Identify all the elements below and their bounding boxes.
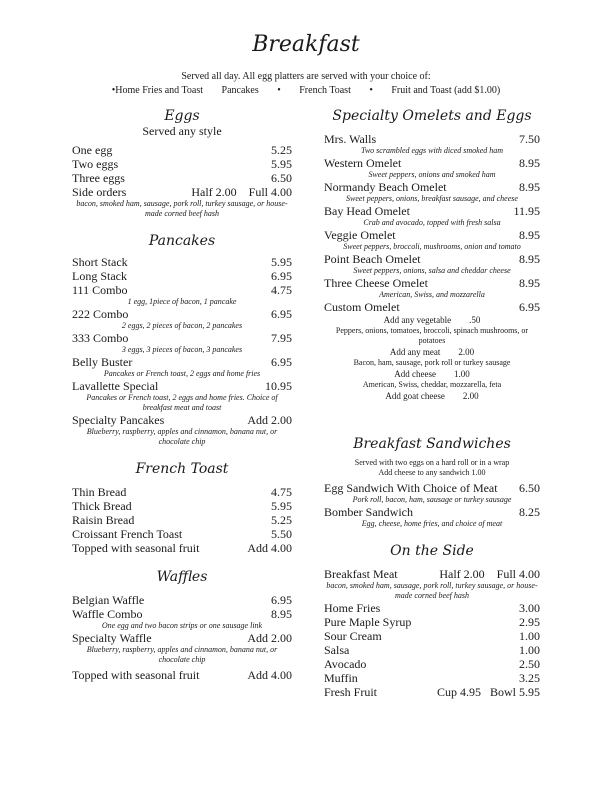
addon-row: Add cheese 1.00: [394, 369, 470, 379]
option: •: [369, 85, 373, 96]
left-column: [72, 108, 292, 682]
menu-item: Fresh Fruit Cup 4.95 Bowl 5.95: [324, 685, 540, 699]
item-desc: Pork roll, bacon, ham, sausage or turkey sausage: [352, 495, 512, 504]
menu-item: Bay Head Omelet 11.95: [324, 204, 540, 218]
menu-item: Croissant French Toast 5.50: [72, 527, 292, 541]
item-desc: Sweet peppers, broccoli, mushrooms, onion and tomato: [343, 242, 521, 251]
intro-line: Served all day. All egg platters are served with your choice of:: [181, 71, 431, 82]
menu-item: Mrs. Walls 7.50: [324, 132, 540, 146]
item-desc: bacon, smoked ham, sausage, pork roll, turkey sausage, or house-made corned beef hash: [76, 199, 288, 218]
menu-item: Western Omelet 8.95: [324, 156, 540, 170]
menu-item: Thick Bread 5.95: [72, 499, 292, 513]
menu-item: Sour Cream 1.00: [324, 629, 540, 643]
option: •: [277, 85, 281, 96]
menu-item: Three Cheese Omelet 8.95: [324, 276, 540, 290]
menu-item: Three eggs 6.50: [72, 171, 292, 185]
addon-row: Add any meat 2.00: [389, 347, 475, 357]
item-desc: bacon, smoked ham, sausage, pork roll, turkey sausage, or house-made corned beef hash: [326, 581, 538, 600]
menu-item: Topped with seasonal fruit Add 4.00: [72, 668, 292, 682]
intro: [0, 70, 612, 98]
item-desc: Pancakes or French toast, 2 eggs and home fries. Choice of breakfast meat and toast: [86, 393, 278, 412]
option: Fruit and Toast (add $1.00): [391, 85, 501, 96]
section-title-eggs: Eggs: [164, 108, 200, 124]
menu-item: Belgian Waffle 6.95: [72, 593, 292, 607]
menu-item: Specialty Waffle Add 2.00: [72, 631, 292, 645]
menu-item: Veggie Omelet 8.95: [324, 228, 540, 242]
option: •Home Fries and Toast: [111, 85, 204, 96]
menu-item: Point Beach Omelet 8.95: [324, 252, 540, 266]
menu-item: 111 Combo 4.75: [72, 283, 292, 297]
menu-item: Lavallette Special 10.95: [72, 379, 292, 393]
menu-item: Raisin Bread 5.25: [72, 513, 292, 527]
addon-row: Add goat cheese 2.00: [385, 391, 479, 401]
addon-row: Add any vegetable .50: [383, 315, 481, 325]
item-desc: Pancakes or French toast, 2 eggs and home fries: [103, 369, 261, 378]
menu-item: Belly Buster 6.95: [72, 355, 292, 369]
item-desc: One egg and two bacon strips or one sausage link: [101, 621, 263, 630]
menu-item: Home Fries 3.00: [324, 601, 540, 615]
menu-item: Pure Maple Syrup 2.95: [324, 615, 540, 629]
right-column: [324, 108, 540, 699]
section-title-omelets: Specialty Omelets and Eggs: [332, 108, 532, 124]
item-desc: 1 egg, 1piece of bacon, 1 pancake: [127, 297, 237, 306]
sandwich-intro-2: Add cheese to any sandwich 1.00: [378, 468, 486, 477]
menu-item: Topped with seasonal fruit Add 4.00: [72, 541, 292, 555]
item-desc: Blueberry, raspberry, apples and cinnamon, banana nut, or chocolate chip: [86, 427, 278, 446]
item-desc: 2 eggs, 2 pieces of bacon, 2 pancakes: [121, 321, 243, 330]
menu-item: Short Stack 5.95: [72, 255, 292, 269]
menu-item: One egg 5.25: [72, 143, 292, 157]
section-title-sandwiches: Breakfast Sandwiches: [353, 436, 511, 452]
menu-item: Bomber Sandwich 8.25: [324, 505, 540, 519]
menu-item: Side orders Half 2.00 Full 4.00: [72, 185, 292, 199]
menu-item: 333 Combo 7.95: [72, 331, 292, 345]
item-desc: Sweet peppers, onions, salsa and cheddar cheese: [353, 266, 511, 275]
section-title-side: On the Side: [390, 543, 474, 559]
menu-item: Breakfast Meat Half 2.00 Full 4.00: [324, 567, 540, 581]
addon-desc: Peppers, onions, tomatoes, broccoli, spinach mushrooms, or potatoes: [335, 326, 529, 345]
section-title-french-toast: French Toast: [135, 461, 229, 477]
page-title: Breakfast: [252, 32, 360, 57]
addon-desc: Bacon, ham, sausage, pork roll or turkey sausage: [353, 358, 511, 367]
menu-item: Specialty Pancakes Add 2.00: [72, 413, 292, 427]
menu-item: Long Stack 6.95: [72, 269, 292, 283]
item-desc: Two scrambled eggs with diced smoked ham: [360, 146, 504, 155]
menu-item: Waffle Combo 8.95: [72, 607, 292, 621]
menu-item: Normandy Beach Omelet 8.95: [324, 180, 540, 194]
sandwich-intro: Served with two eggs on a hard roll or in a wrap: [354, 458, 510, 467]
item-desc: 3 eggs, 3 pieces of bacon, 3 pancakes: [121, 345, 243, 354]
menu-item: Two eggs 5.95: [72, 157, 292, 171]
item-desc: Egg, cheese, home fries, and choice of meat: [361, 519, 503, 528]
item-desc: Crab and avocado, topped with fresh salsa: [363, 218, 501, 227]
menu-item: Muffin 3.25: [324, 671, 540, 685]
side-options: [0, 84, 612, 98]
menu-item: Avocado 2.50: [324, 657, 540, 671]
menu-item: 222 Combo 6.95: [72, 307, 292, 321]
option: Pancakes: [221, 85, 259, 96]
item-desc: Blueberry, raspberry, apples and cinnamon, banana nut, or chocolate chip: [86, 645, 278, 664]
menu-item: Thin Bread 4.75: [72, 485, 292, 499]
item-desc: Sweet peppers, onions, breakfast sausage, and cheese: [346, 194, 518, 203]
addon-desc: American, Swiss, cheddar, mozzarella, feta: [362, 380, 502, 389]
item-desc: Sweet peppers, onions and smoked ham: [368, 170, 496, 179]
eggs-subtitle: Served any style: [142, 124, 222, 138]
section-title-waffles: Waffles: [156, 569, 208, 585]
item-desc: American, Swiss, and mozzarella: [379, 290, 485, 299]
menu-item: Egg Sandwich With Choice of Meat 6.50: [324, 481, 540, 495]
menu-item: Custom Omelet 6.95: [324, 300, 540, 314]
option: French Toast: [299, 85, 351, 96]
menu-item: Salsa 1.00: [324, 643, 540, 657]
section-title-pancakes: Pancakes: [148, 233, 216, 249]
